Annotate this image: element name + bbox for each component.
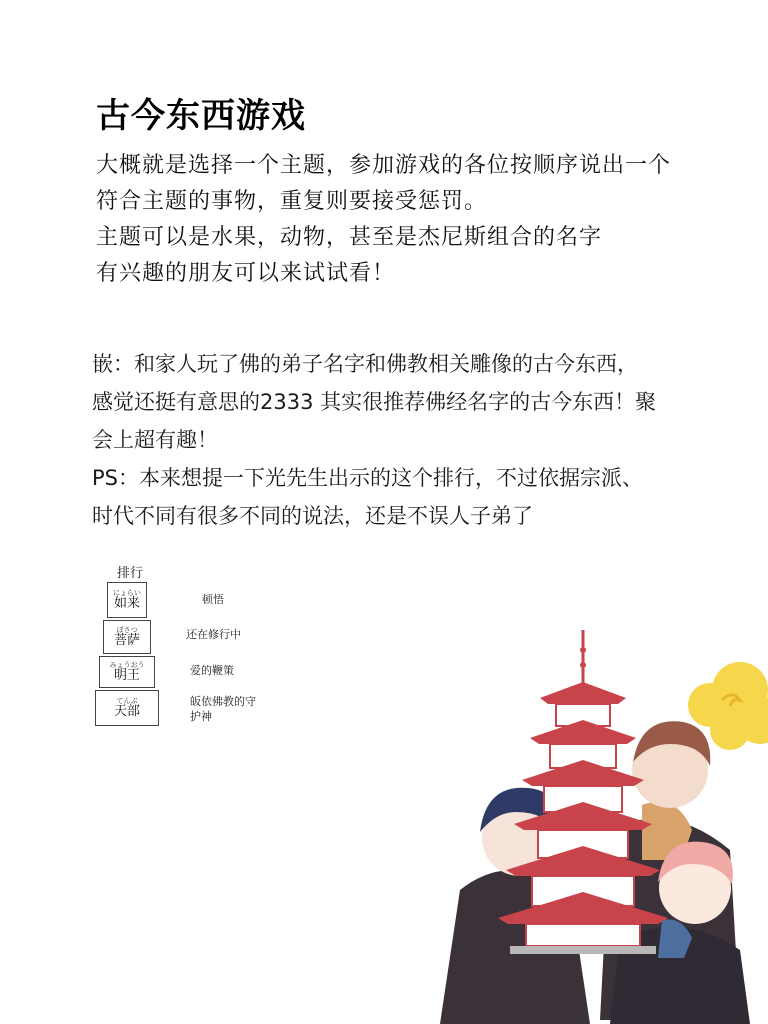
comment-line: 感觉还挺有意思的2333 其实很推荐佛经名字的古今东西！聚: [92, 390, 657, 414]
tier-desc: 皈依佛教的守护神: [190, 695, 256, 723]
tier-desc: 爱的鞭策: [190, 664, 234, 677]
tier-name: 天部: [113, 704, 140, 719]
intro-line: 符合主题的事物，重复则要接受惩罚。: [96, 189, 488, 214]
ranking-chart: [90, 560, 270, 730]
tier-desc: 顿悟: [202, 593, 224, 606]
tier-tenbu: [95, 690, 159, 726]
illustration: [430, 620, 768, 1024]
tier-bosatsu: [103, 620, 151, 654]
ranking-title: 排行: [117, 566, 144, 581]
comment-line: 嵌：和家人玩了佛的弟子名字和佛教相关雕像的古今东西，: [92, 352, 638, 376]
tier-name: 如来: [113, 596, 140, 611]
tier-ruby: ぼさつ: [116, 626, 138, 634]
tier-nyorai: [107, 582, 147, 618]
intro-line: 有兴趣的朋友可以来试试看！: [96, 261, 396, 286]
tier-name: 明王: [113, 668, 140, 683]
intro-text: [96, 148, 671, 292]
comment-line: 时代不同有很多不同的说法，还是不误人子弟了: [92, 504, 533, 528]
comment-text: [92, 345, 742, 535]
page-title: 古今东西游戏: [96, 96, 306, 136]
tier-ruby: てんぶ: [116, 697, 138, 705]
intro-line: 大概就是选择一个主题，参加游戏的各位按顺序说出一个: [96, 153, 672, 178]
intro-line: 主题可以是水果，动物，甚至是杰尼斯组合的名字: [96, 225, 603, 250]
tier-desc: 还在修行中: [186, 628, 241, 641]
tier-name: 菩萨: [113, 633, 140, 648]
comment-line: 会上超有趣！: [92, 428, 218, 452]
comment-line: PS：本来想提一下光先生出示的这个排行，不过依据宗派、: [92, 466, 643, 490]
tier-ruby: にょらい: [113, 589, 141, 597]
tier-ruby: みょうおう: [109, 661, 145, 669]
tier-myoo: [99, 656, 155, 688]
